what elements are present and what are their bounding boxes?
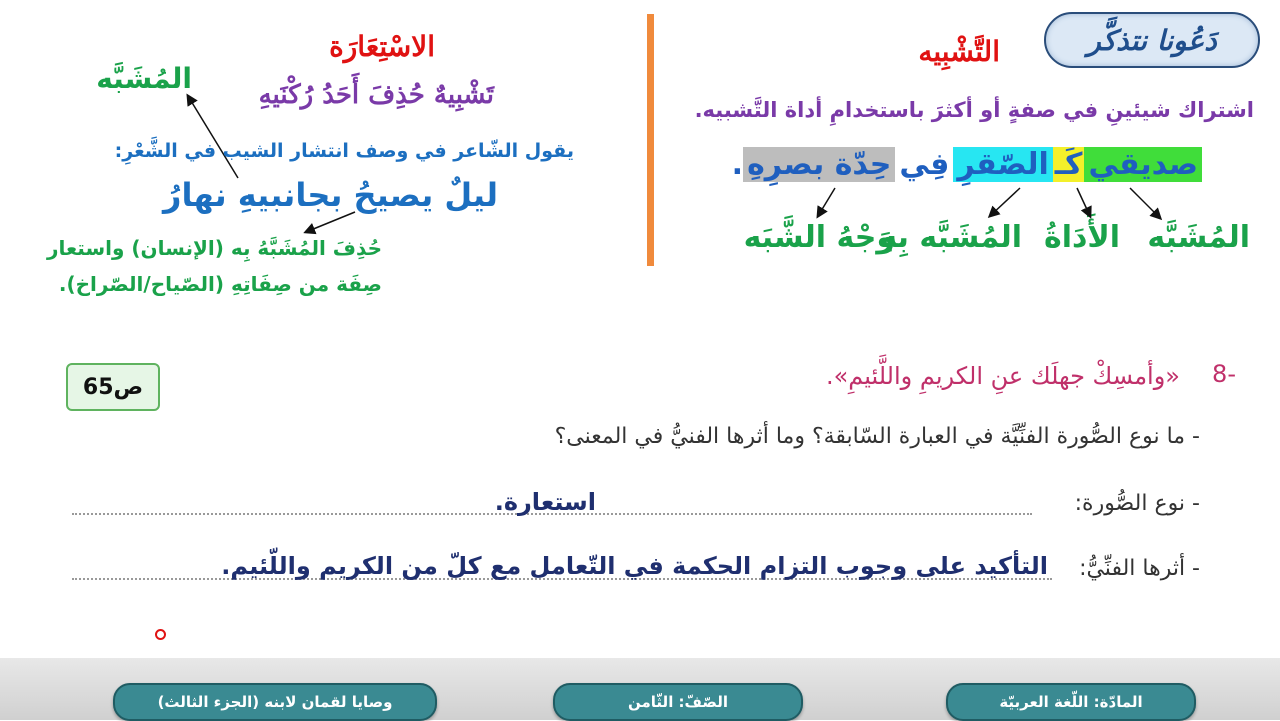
metaphor-mushabbah-label: المُشَبَّه <box>96 62 192 95</box>
metaphor-note-line1: حُذِفَ المُشَبَّهُ بِه (الإنسان) واستعار <box>46 236 382 260</box>
footer-lesson: وصايا لقمان لابنه (الجزء الثالث) <box>113 683 437 721</box>
question-number: -8 <box>1212 360 1236 388</box>
metaphor-title: الاسْتِعَارَة <box>329 30 435 63</box>
example-wajh: حِدّة بصرِهِ <box>743 147 895 182</box>
label-mushabbah-bih: المُشَبَّه بِهِ <box>879 220 1022 255</box>
top-area <box>0 0 1280 340</box>
footer-grade: الصّفّ: الثّامن <box>553 683 803 721</box>
metaphor-intro: يقول الشّاعر في وصف انتشار الشيب في الشَّعْرِ: <box>114 140 574 162</box>
example-period: . <box>731 146 744 182</box>
label-tool: الأَدَاةُ <box>1043 220 1120 255</box>
footer-subject: المادّة: اللّغة العربيّة <box>946 683 1196 721</box>
example-particle: كَـ <box>1054 146 1083 182</box>
label-wajh-shabah: وَجْهُ الشَّبَه <box>743 220 895 255</box>
label-mushabbah: المُشَبَّه <box>1147 220 1250 255</box>
arrow-mushabbah <box>1130 188 1160 218</box>
pointer-dot <box>155 629 166 640</box>
remember-badge: دَعُونا نتذكَّر <box>1044 12 1260 68</box>
simile-title: التَّشْبِيه <box>918 35 1000 68</box>
image-type-answer: استعارة. <box>494 488 596 516</box>
example-mushabbah-bih: الصّقرِ <box>953 147 1052 182</box>
arrow-mushabbah-bih <box>990 188 1020 216</box>
metaphor-verse: ليلٌ يصيحُ بجانبيهِ نهارُ <box>163 176 498 214</box>
arrow-verse-mushabbah <box>188 96 238 178</box>
effect-answer: التأكيد على وجوب التزام الحكمة في التّعامل مع كلّ من الكريم واللّئيم. <box>221 552 1048 580</box>
metaphor-definition: تَشْبِيهٌ حُذِفَ أَحَدُ رُكْنَيهِ <box>258 80 494 110</box>
metaphor-note-line2: صِفَة من صِفَاتِهِ (الصّياح/الصّراخ). <box>58 272 382 296</box>
arrow-tool <box>1077 188 1090 216</box>
page-number-badge: ص65 <box>66 363 160 411</box>
example-fi: فِي <box>899 146 950 182</box>
effect-label: - أثرها الفنِّيُّ: <box>1079 556 1200 581</box>
example-mushabbah: صديقي <box>1084 147 1202 182</box>
arrow-verse-note <box>306 212 355 232</box>
question-prompt: - ما نوع الصُّورة الفنِّيَّة في العبارة السّابقة؟ وما أثرها الفنيُّ في المعنى؟ <box>554 424 1200 449</box>
question-quote: «وأمسِكْ جهلَك عنِ الكريمِ واللَّئيمِ». <box>825 362 1180 390</box>
simile-definition: اشتراك شيئينِ في صفةٍ أو أكثرَ باستخدامِ أداة التَّشبيه. <box>694 98 1254 122</box>
image-type-label: - نوع الصُّورة: <box>1074 491 1200 516</box>
arrow-wajh <box>818 188 835 216</box>
